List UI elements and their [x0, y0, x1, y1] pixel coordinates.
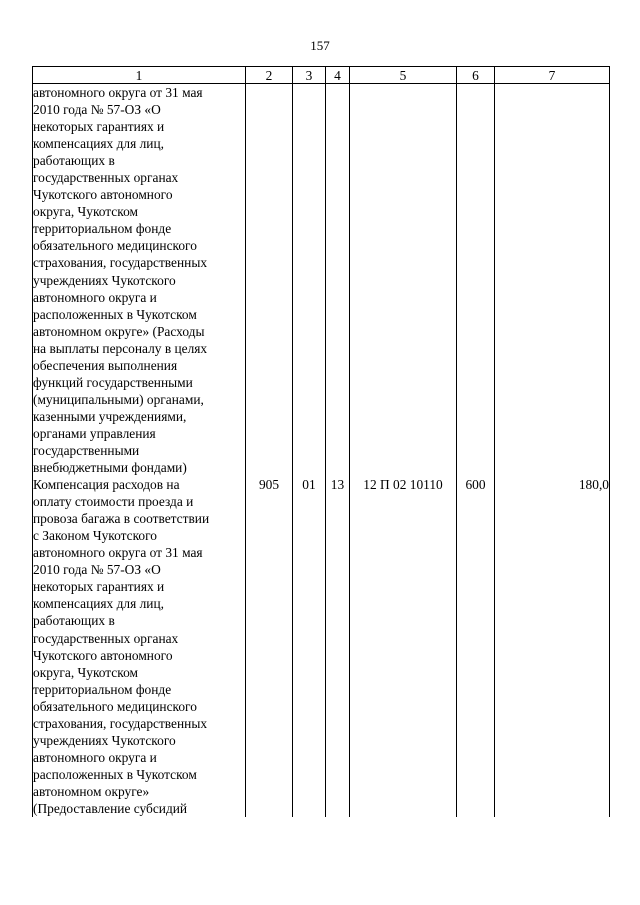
column-header-4: 4 — [326, 67, 350, 84]
text-line: внебюджетными фондами) — [33, 460, 187, 476]
text-line: обязательного медицинского — [33, 698, 197, 714]
target-article-code: 12 П 02 10110 — [350, 476, 457, 817]
column-header-3: 3 — [293, 67, 326, 84]
text-line: (Предоставление субсидий — [33, 800, 188, 816]
text-line: государственных органах — [33, 170, 179, 186]
text-line: автономного округа от 31 мая — [33, 545, 203, 561]
text-line: обязательного медицинского — [33, 238, 197, 254]
column-header-6: 6 — [457, 67, 495, 84]
continued-entry-name — [33, 84, 246, 477]
column-header-5: 5 — [350, 67, 457, 84]
empty-cell — [293, 84, 326, 477]
text-line: Чукотского автономного — [33, 187, 173, 203]
column-header-1: 1 — [33, 67, 246, 84]
text-line: автономном округе» — [33, 783, 150, 799]
text-line: Чукотского автономного — [33, 647, 173, 663]
text-line: автономного округа от 31 мая — [33, 85, 203, 100]
text-line: страхования, государственных — [33, 255, 208, 271]
text-line: казенными учреждениями, — [33, 408, 187, 424]
expense-type-code: 600 — [457, 476, 495, 817]
text-line: 2010 года № 57-ОЗ «О — [33, 562, 161, 578]
text-line: некоторых гарантиях и — [33, 119, 165, 135]
empty-cell — [457, 84, 495, 477]
text-line: работающих в — [33, 153, 115, 169]
empty-cell — [246, 84, 293, 477]
empty-cell — [326, 84, 350, 477]
text-line: округа, Чукотском — [33, 204, 138, 220]
subsection-code: 13 — [326, 476, 350, 817]
text-line: провоза багажа в соответствии — [33, 511, 210, 527]
row-name — [33, 476, 246, 817]
text-line: расположенных в Чукотском — [33, 766, 197, 782]
text-line: территориальном фонде — [33, 221, 172, 237]
header-row — [33, 67, 610, 84]
text-line: компенсациях для лиц, — [33, 136, 164, 152]
text-line: автономном округе» (Расходы — [33, 323, 205, 339]
text-line: учреждениях Чукотского — [33, 732, 176, 748]
text-line: компенсациях для лиц, — [33, 596, 164, 612]
text-line: обеспечения выполнения — [33, 357, 178, 373]
text-line: территориальном фонде — [33, 681, 172, 697]
text-line: округа, Чукотском — [33, 664, 138, 680]
text-line: Компенсация расходов на — [33, 477, 180, 493]
text-line: с Законом Чукотского — [33, 528, 157, 544]
text-line: учреждениях Чукотского — [33, 272, 176, 288]
page-number: 157 — [310, 38, 330, 53]
text-line: государственных органах — [33, 630, 179, 646]
text-line: автономного округа и — [33, 749, 157, 765]
text-line: некоторых гарантиях и — [33, 579, 165, 595]
ministry-code: 905 — [246, 476, 293, 817]
text-line: функций государственными — [33, 374, 193, 390]
text-line: (муниципальными) органами, — [33, 391, 204, 407]
text-line: автономного округа и — [33, 289, 157, 305]
amount-value: 180,0 — [495, 476, 610, 817]
text-line: расположенных в Чукотском — [33, 306, 197, 322]
text-line: работающих в — [33, 613, 115, 629]
table-row — [33, 476, 610, 817]
text-line: органами управления — [33, 425, 156, 441]
text-line: 2010 года № 57-ОЗ «О — [33, 102, 161, 118]
budget-table — [32, 66, 610, 817]
text-line: государственными — [33, 442, 140, 458]
column-header-2: 2 — [246, 67, 293, 84]
column-header-7: 7 — [495, 67, 610, 84]
empty-cell — [495, 84, 610, 477]
section-code: 01 — [293, 476, 326, 817]
text-line: оплату стоимости проезда и — [33, 494, 194, 510]
text-line: на выплаты персоналу в целях — [33, 340, 208, 356]
text-line: страхования, государственных — [33, 715, 208, 731]
table-row-continued — [33, 84, 610, 477]
empty-cell — [350, 84, 457, 477]
